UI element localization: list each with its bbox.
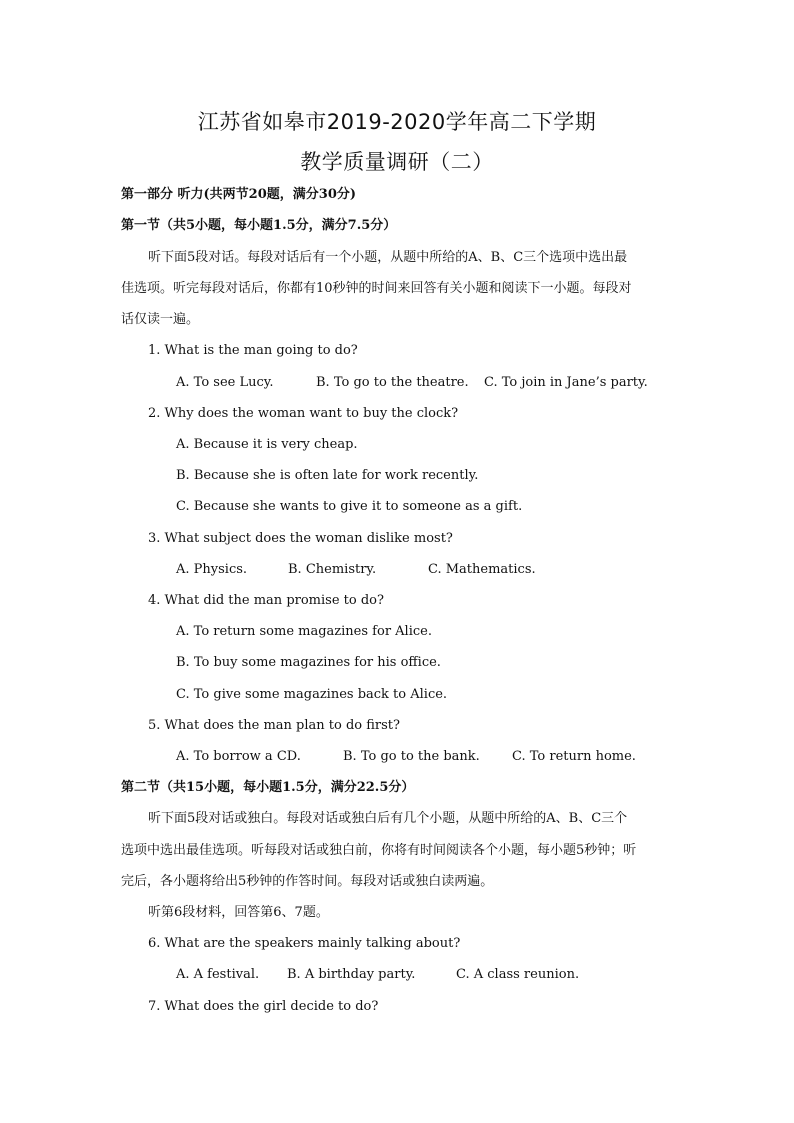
question-3-stem: 3. What subject does the woman dislike most? [148,531,453,546]
question-2-option-b: B. Because she is often late for work recently. [176,468,479,483]
question-5-options [176,748,636,766]
section2-instruction-line: 听下面5段对话或独白。每段对话或独白后有几个小题，从题中所给的A、B、C三个 [148,811,628,826]
question-4-option-a: A. To return some magazines for Alice. [176,624,432,639]
question-3-option-c: C. Mathematics. [428,562,536,577]
question-3-option-a: A. Physics. [176,562,248,577]
part1-heading: 第一部分 听力(共两节20题，满分30分) [121,187,357,202]
section2-heading-text: 第二节（共15小题，每小题1.5分，满分22.5分） [121,780,415,795]
section2-heading [121,779,414,797]
section2-instruction-line: 完后，各小题将给出5秒钟的作答时间。每段对话或独白读两遍。 [121,874,494,889]
section1-instruction-line: 佳选项。听完每段对话后，你都有10秒钟的时间来回答有关小题和阅读下一小题。每段对 [121,281,632,296]
question-7-stem: 7. What does the girl decide to do? [148,999,379,1014]
material-6-note: 听第6段材料，回答第6、7题。 [148,905,329,920]
question-6-option-a: A. A festival. [176,967,260,982]
question-2-option-a: A. Because it is very cheap. [176,437,358,452]
section2-instruction-line: 选项中选出最佳选项。听每段对话或独白前，你将有时间阅读各个小题，每小题5秒钟；听 [121,843,637,858]
question-5-stem: 5. What does the man plan to do first? [148,718,400,733]
section1-instruction-line: 话仅读一遍。 [121,312,200,327]
question-6-stem: 6. What are the speakers mainly talking about? [148,936,461,951]
question-1-option-b: B. To go to the theatre. [316,375,469,390]
question-2-option-c: C. Because she wants to give it to someone as a gift. [176,499,523,514]
question-6-options [176,966,579,984]
question-3-options [176,561,536,579]
question-1-option-c: C. To join in Jane’s party. [484,375,648,390]
section1-instruction-line: 听下面5段对话。每段对话后有一个小题，从题中所给的A、B、C三个选项中选出最 [148,250,628,265]
section1-heading [121,217,396,235]
question-4-option-c: C. To give some magazines back to Alice. [176,687,448,702]
question-2-stem: 2. Why does the woman want to buy the clock? [148,406,459,421]
question-5-option-c: C. To return home. [512,749,636,764]
question-4-option-b: B. To buy some magazines for his office. [176,655,441,670]
question-1-options [176,374,648,392]
question-3-option-b: B. Chemistry. [288,562,377,577]
question-6-option-b: B. A birthday party. [287,967,416,982]
question-4-stem: 4. What did the man promise to do? [148,593,384,608]
question-1-stem: 1. What is the man going to do? [148,343,358,358]
page-title-line1: 江苏省如皋市2019-2020学年高二下学期 [197,110,597,134]
section1-heading-text: 第一节（共5小题，每小题1.5分，满分7.5分） [121,218,397,233]
question-1-option-a: A. To see Lucy. [176,375,274,390]
question-6-option-c: C. A class reunion. [456,967,580,982]
page-title-line2: 教学质量调研（二） [300,150,494,174]
question-5-option-a: A. To borrow a CD. [176,749,301,764]
question-5-option-b: B. To go to the bank. [343,749,480,764]
